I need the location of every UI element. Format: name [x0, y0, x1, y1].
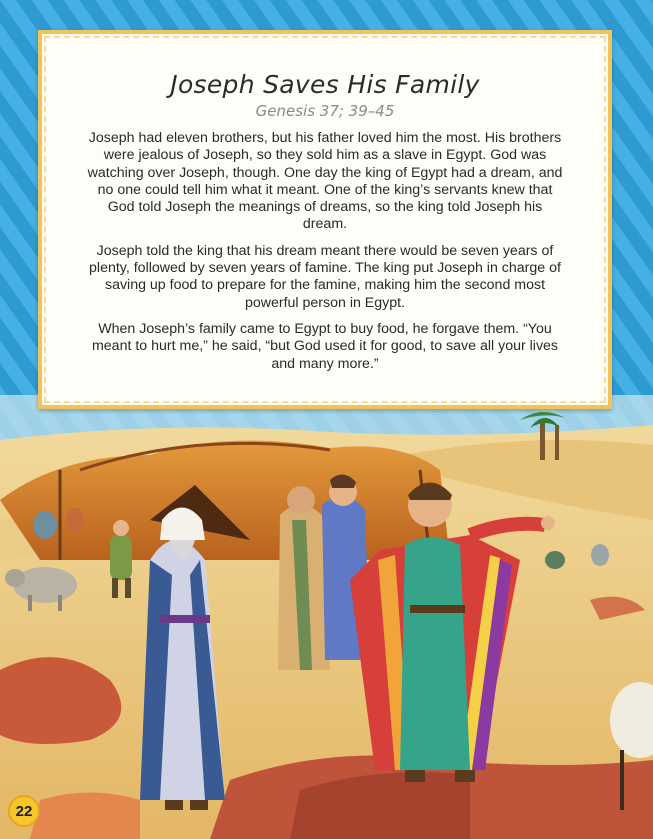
- story-text: [86, 130, 564, 382]
- brothers-figures: [278, 474, 370, 670]
- story-paragraph: Joseph had eleven brothers, but his father loved him the most. His brothers were jealous of Joseph, so they sold him as a slave in Egypt. God was watching over Joseph, though. One day the king of Egypt had a dream, and no one could tell him what it meant. One of the king’s servants knew that God told Joseph the meanings of dreams, so the king told Joseph his dream.: [87, 130, 563, 233]
- page-number-badge: 22: [8, 795, 40, 827]
- story-paragraph: Joseph told the king that his dream meant there would be seven years of plenty, followed by seven years of famine. The king put Joseph in charge of saving up food to prepare for the famine, making him the second most powerful person in Egypt.: [89, 242, 561, 311]
- scripture-reference: Genesis 37; 39–45: [255, 102, 395, 120]
- story-title: Joseph Saves His Family: [170, 70, 480, 99]
- story-card: [38, 30, 612, 409]
- story-paragraph: When Joseph’s family came to Egypt to buy food, he forgave them. “You meant to hurt me,” he said, “but God used it for good, to save all your lives and many more.”: [91, 320, 559, 372]
